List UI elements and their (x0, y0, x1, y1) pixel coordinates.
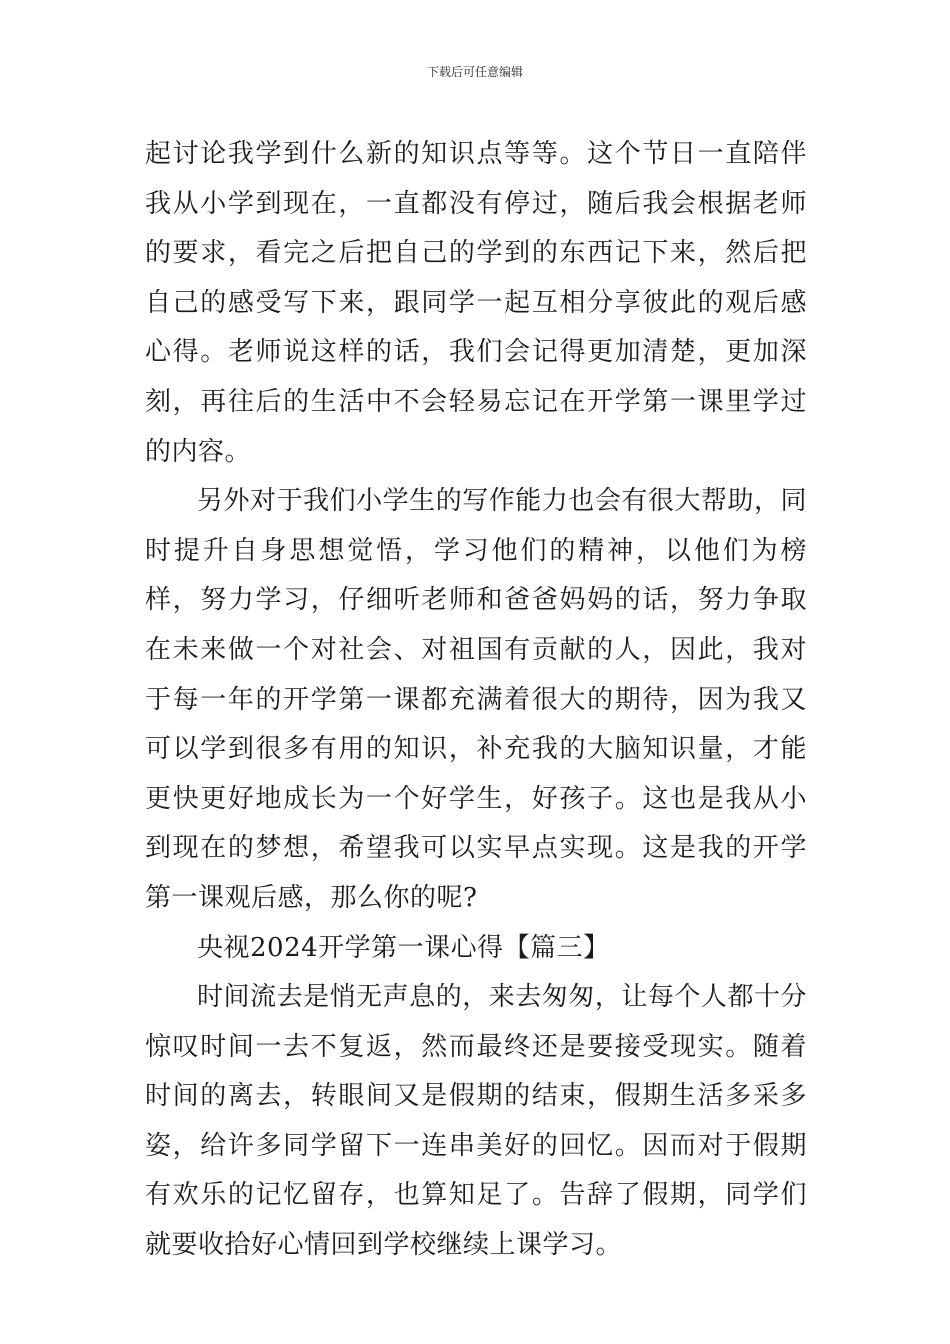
section-heading: 央视2024开学第一课心得【篇三】 (197, 932, 610, 963)
document-body (145, 130, 807, 1271)
paragraph-2: 另外对于我们小学生的写作能力也会有很大帮助，同时提升自身思想觉悟，学习他们的精神，以他们为榜样，努力学习，仔细听老师和爸爸妈妈的话，努力争取在未来做一个对社会、对祖国有贡献的人，因此，我对于每一年的开学第一课都充满着很大的期待，因为我又可以学到很多有用的知识，补充我的大脑知识量，才能更快更好地成长为一个好学生，好孩子。这也是我从小到现在的梦想，希望我可以实早点实现。这是我的开学第一课观后感，那么你的呢? (145, 486, 807, 913)
paragraph-3: 时间流去是悄无声息的，来去匆匆，让每个人都十分惊叹时间一去不复返，然而最终还是要接受现实。随着时间的离去，转眼间又是假期的结束，假期生活多采多姿，给许多同学留下一连串美好的回忆。因而对于假期有欢乐的记忆留存，也算知足了。告辞了假期，同学们就要收拾好心情回到学校继续上课学习。 (145, 982, 807, 1261)
page-header: 下载后可任意编辑 (426, 65, 523, 79)
paragraph-1: 起讨论我学到什么新的知识点等等。这个节日一直陪伴我从小学到现在，一直都没有停过，随后我会根据老师的要求，看完之后把自己的学到的东西记下来，然后把自己的感受写下来，跟同学一起互相分享彼此的观后感心得。老师说这样的话，我们会记得更加清楚，更加深刻，再往后的生活中不会轻易忘记在开学第一课里学过的内容。 (145, 139, 807, 467)
